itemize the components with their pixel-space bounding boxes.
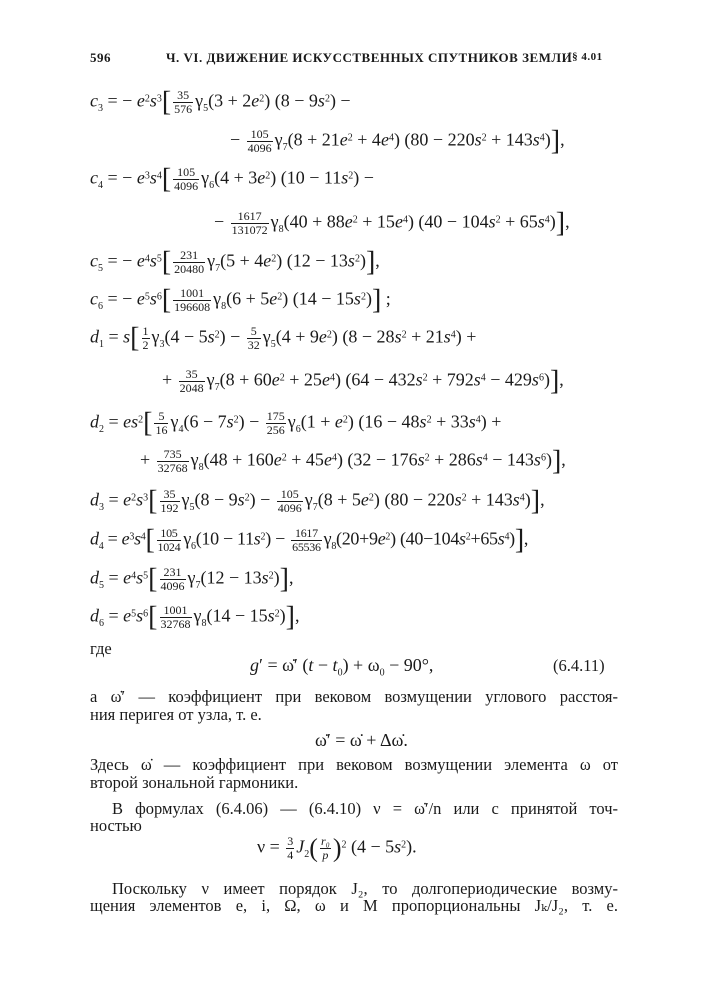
paragraph-2-line2: второй зональной гармоники. [90,773,299,792]
page-number: 596 [90,50,111,65]
equation-c5: $c_5$ = − $e^4s^5$[ $\frac{231}{20480}$ $\gamma_7(5 + 4e^2) (12 - 13s^2)$], [90,246,380,278]
equation-d5: $d_5 = e^4s^5$[ $\frac{231}{4096}$ $\gamma_7(12 - 13s^2)$], [90,563,294,595]
equation-g-prime: g′ = ω̇′ $(t - t_0) + \omega_0 - 90^\circ$, [250,655,434,679]
equation-d2-line1: $d_2 = es^2$[ $\frac{5}{16}$ $\gamma_4(6 - 7s^2)$ − $\frac{175}{256}$ $\gamma_6(1 + e^2) (16 - 48s^2 + 33s^4)$ + [90,407,502,439]
fraction: $\frac{231}{20480}$ [174,248,205,276]
equation-d1-line2: + $\frac{35}{2048}$ $\gamma_7(8 + 60e^2 + 25e^4) (64 - 432s^2 + 792s^4 - 429s^6)$], [162,365,564,397]
equation-number: (6.4.11) [553,656,605,675]
fraction: $\frac{5}{32}$ [247,324,260,352]
fraction: $\frac{1617}{65536}$ [292,526,321,554]
fraction: $\frac{5}{16}$ [155,409,168,437]
fraction: $\frac{231}{4096}$ [160,565,185,593]
fraction: $\frac{1}{2}$ [142,324,149,352]
fraction: $\frac{105}{4096}$ [247,127,272,155]
fraction: $\frac{735}{32768}$ [157,447,188,475]
fraction: $\frac{175}{256}$ [266,409,285,437]
equation-c4-line1: $c_4$ = − $e^3s^4$[ $\frac{105}{4096}$ $\gamma_6(4 + 3e^2) (10 - 11s^2)$ − [90,163,374,195]
paragraph-3-line1: В формулах (6.4.06) — (6.4.10) ν = ω̇′/n или с принятой точ- [112,799,618,818]
fraction: $\frac{35}{192}$ [160,487,179,515]
word-gde: где [90,639,112,658]
equation-c4-line2: − $\frac{1617}{131072}$ $\gamma_8(40 + 88e^2 + 15e^4) (40 - 104s^2 + 65s^4)$], [214,207,570,239]
fraction: $\frac{35}{2048}$ [179,367,204,395]
paragraph-4-line2: щения элементов e, i, Ω, ω и M пропорциональны Jₖ/J₂, т. е. [90,896,618,915]
paragraph-2-line1: Здесь ω̇ — коэффициент при вековом возмущении элемента ω от [90,755,618,774]
equation-d2-line2: + $\frac{735}{32768}$ $\gamma_8(48 + 160e^2 + 45e^4) (32 - 176s^2 + 286s^4 - 143s^6)$], [140,445,566,477]
paragraph-3-line2: ностью [90,816,142,835]
paragraph-1-line2: ния перигея от узла, т. е. [90,705,262,724]
equation-d4: $d_4 = e^3s^4$[ $\frac{105}{1024}$ $\gamma_6(10 - 11s^2)$ − $\frac{1617}{65536}$ $\gamma_8(20+9e^2)$ $(40-104s^2+65s^4)$], [90,524,529,556]
equation-d3: $d_3 = e^2s^3$[ $\frac{35}{192}$ $\gamma_5(8 - 9s^2)$ − $\frac{105}{4096}$ $\gamma_7(8 + 5e^2) (80 - 220s^2 + 143s^4)$], [90,485,545,517]
fraction: $\frac{1001}{196608}$ [174,286,211,314]
fraction: $\frac{1001}{32768}$ [160,603,191,631]
equation-omega-dot: ω̇′ = ω̇ + Δω̇. [315,730,408,750]
equation-c6: $c_6$ = − $e^5s^6$[ $\frac{1001}{196608}$ $\gamma_8(6 + 5e^2) (14 - 15s^2)$] ; [90,284,391,316]
fraction: $\frac{105}{4096}$ [277,487,302,515]
fraction: $\frac{\text{r₀}}{p}$ [320,834,330,862]
fraction: $\frac{1617}{131072}$ [231,209,268,237]
fraction: $\frac{105}{1024}$ [157,526,181,554]
equation-c3-line1: $c_3$ = − $e^2s^3$[ $\frac{35}{576}$ $\gamma_5(3 + 2e^2) (8 - 9s^2)$ − [90,86,351,118]
section-ref: [§ 4.01 [568,51,603,63]
paragraph-1-line1: а ω̇′ — коэффициент при вековом возмущении углового расстоя- [90,687,618,706]
equation-d1-line1: $d_1 = s$[ $\frac{1}{2}$ $\gamma_3(4 - 5s^2)$ − $\frac{5}{32}$ $\gamma_5(4 + 9e^2) (8 - 28s^2 + 21s^4)$ + [90,322,477,354]
equation-d6: $d_6 = e^5s^6$[ $\frac{1001}{32768}$ $\gamma_8(14 - 15s^2)$], [90,601,300,633]
fraction: $\frac{35}{576}$ [174,88,193,116]
fraction: $\frac{105}{4096}$ [174,165,199,193]
equation-c3-line2: − $\frac{105}{4096}$ $\gamma_7(8 + 21e^2 + 4e^4) (80 - 220s^2 + 143s^4)$], [230,125,565,157]
running-title: Ч. VI. ДВИЖЕНИЕ ИСКУССТВЕННЫХ СПУТНИКОВ ЗЕМЛИ [166,50,573,65]
fraction: $\frac{3}{4}$ [287,834,294,862]
equation-nu: ν = $\frac{3}{4}$ $J_2$( $\frac{\text{r₀}}{p}$ )$^2$ $(4 - 5s^2)$. [257,833,417,863]
paragraph-4-line1: Поскольку ν имеет порядок J₂, то долгопериодические возму- [112,879,618,898]
